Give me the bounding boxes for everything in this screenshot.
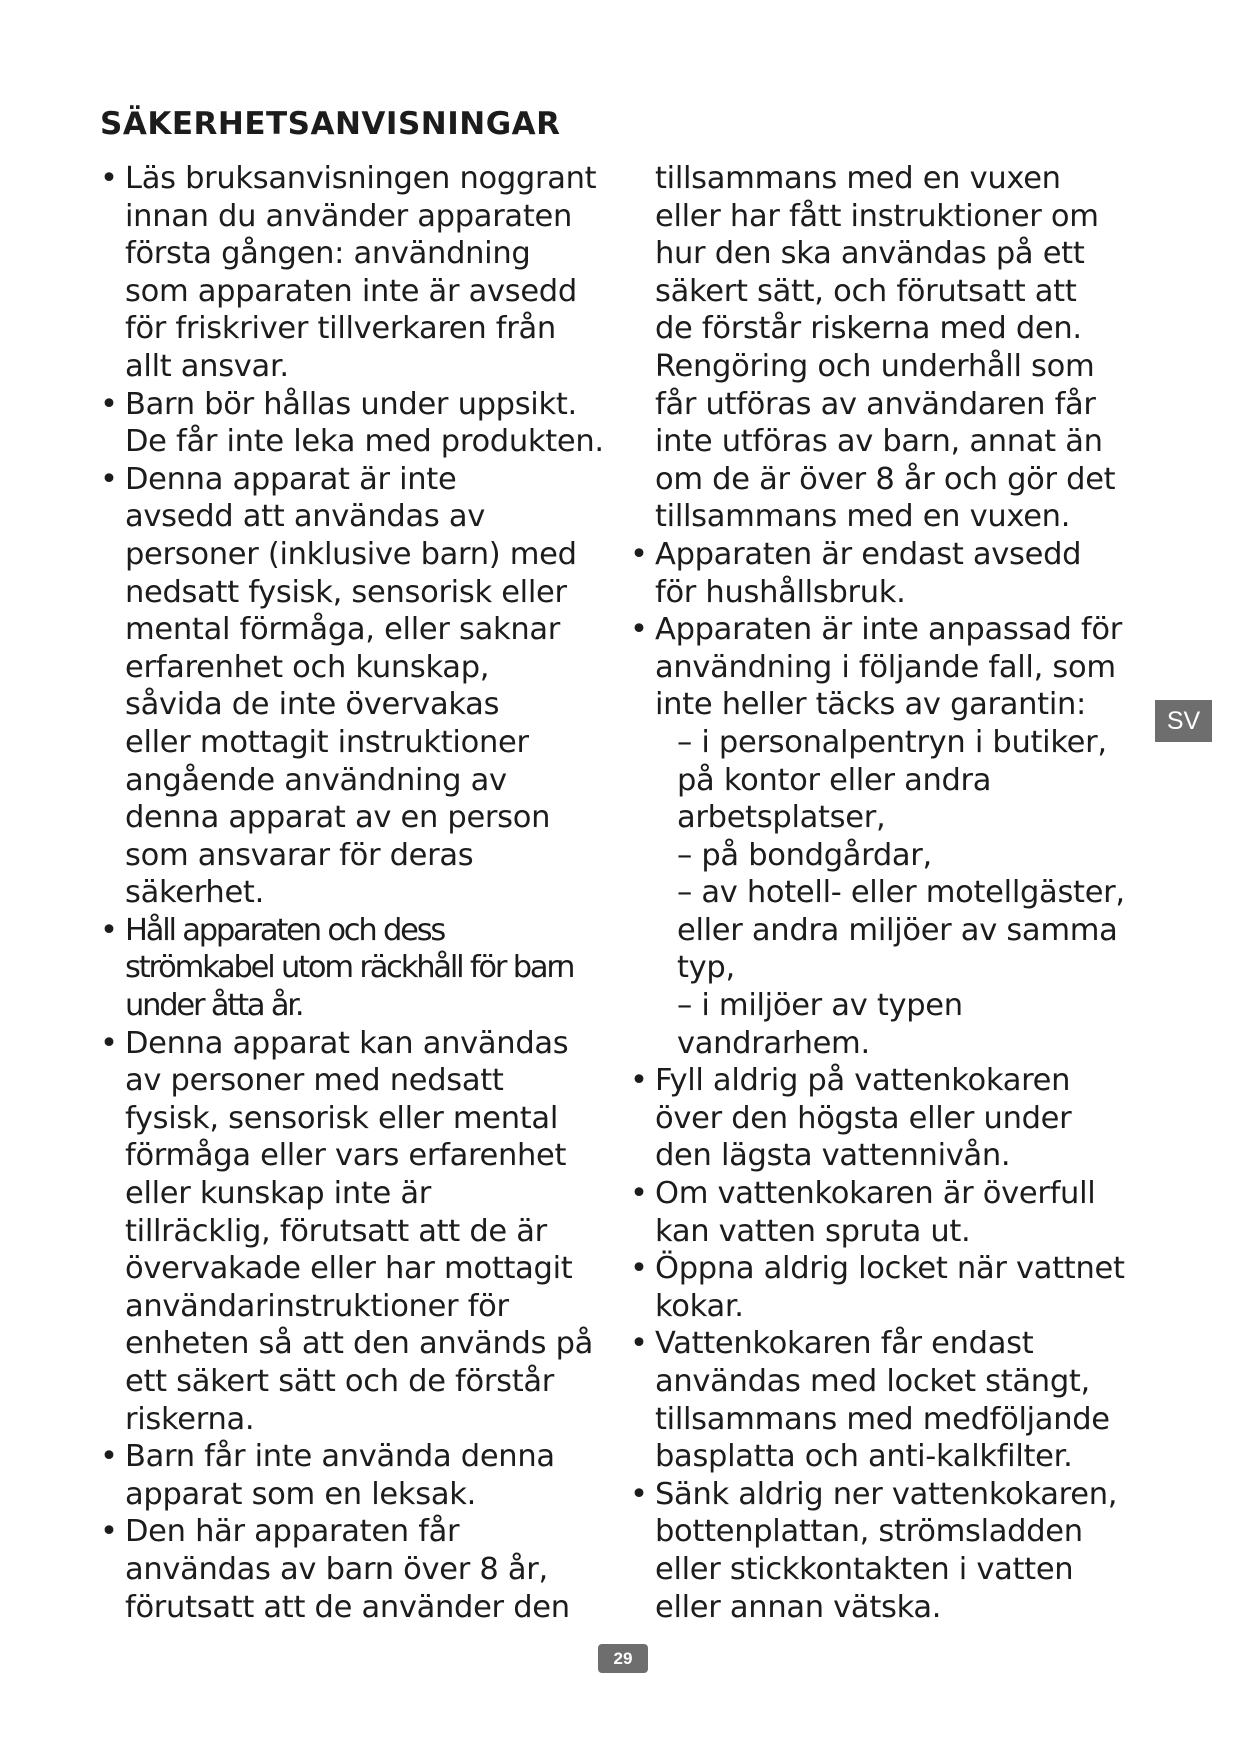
text-line: för hushållsbruk.: [655, 574, 906, 610]
text-line: bottenplattan, strömsladden: [655, 1514, 1083, 1550]
text-line: såvida de inte övervakas: [125, 687, 500, 723]
text-line: får utföras av användaren får: [655, 386, 1096, 422]
line-text: Läs bruksanvisningen noggrant: [125, 161, 597, 196]
line-text: Barn bör hållas under uppsikt.: [125, 386, 577, 422]
bullet-icon: •: [630, 1326, 648, 1362]
bullet-icon: •: [100, 1439, 118, 1475]
text-line: eller har fått instruktioner om: [655, 198, 1099, 234]
text-line: innan du använder apparaten: [125, 198, 572, 234]
text-line: tillräcklig, förutsatt att de är: [125, 1213, 547, 1249]
text-line: mental förmåga, eller saknar: [125, 612, 560, 648]
bullet-line: [630, 1062, 1150, 1100]
text-line: om de är över 8 år och gör det: [655, 461, 1116, 497]
text-line: eller stickkontakten i vatten: [655, 1551, 1074, 1587]
text-line: den lägsta vattennivån.: [655, 1138, 1011, 1174]
text-line: inte heller täcks av garantin:: [655, 687, 1087, 723]
bullet-icon: •: [630, 1176, 648, 1212]
text-line: säkert sätt, och förutsatt att: [655, 273, 1077, 309]
text-line: eller annan vätska.: [655, 1589, 942, 1625]
text-line: tillsammans med medföljande: [655, 1401, 1110, 1437]
text-line: fysisk, sensorisk eller mental: [125, 1100, 558, 1136]
sub-item-line: – på bondgårdar,: [677, 837, 932, 873]
text-line: av personer med nedsatt: [125, 1063, 504, 1099]
text-line: de förstår riskerna med den.: [655, 311, 1082, 347]
bullet-icon: •: [100, 386, 118, 422]
text-line: första gången: användning: [125, 236, 531, 272]
sub-item-line: eller andra miljöer av samma: [677, 912, 1118, 948]
text-line: nedsatt fysisk, sensorisk eller: [125, 574, 567, 610]
sub-item-line: vandrarhem.: [677, 1025, 870, 1061]
bullet-icon: •: [100, 912, 116, 948]
text-line: De får inte leka med produkten.: [125, 424, 604, 460]
line-text: Barn får inte använda denna: [125, 1439, 555, 1475]
text-line: angående användning av: [125, 762, 507, 798]
line-text: Öppna aldrig locket när vattnet: [655, 1251, 1125, 1287]
text-line: kokar.: [655, 1288, 744, 1324]
text-line: eller mottagit instruktioner: [125, 724, 529, 760]
text-line: allt ansvar.: [125, 348, 289, 384]
text-line: denna apparat av en person: [125, 800, 551, 836]
bullet-icon: •: [100, 161, 118, 196]
bullet-line: [630, 536, 1150, 574]
text-line: enheten så att den används på: [125, 1326, 594, 1362]
sub-item-line: – i miljöer av typen: [677, 988, 963, 1024]
text-line: personer (inklusive barn) med: [125, 536, 577, 572]
line-text: Apparaten är inte anpassad för: [655, 612, 1122, 648]
bullet-line: [630, 1175, 1150, 1213]
line-text: Håll apparaten och dess: [125, 912, 445, 948]
bullet-icon: •: [630, 536, 648, 572]
text-line: övervakade eller har mottagit: [125, 1251, 573, 1287]
bullet-line: [100, 912, 630, 950]
text-line: under åtta år.: [125, 988, 303, 1024]
text-line: förmåga eller vars erfarenhet: [125, 1138, 567, 1174]
page-title: SÄKERHETSANVISNINGAR: [100, 106, 561, 142]
text-line: hur den ska användas på ett: [655, 236, 1085, 272]
line-text: Apparaten är endast avsedd: [655, 536, 1082, 572]
bullet-line: [630, 611, 1150, 649]
text-line: användas med locket stängt,: [655, 1364, 1090, 1399]
text-line: förutsatt att de använder den: [125, 1589, 570, 1625]
text-line: tillsammans med en vuxen.: [655, 499, 1071, 535]
bullet-line: [100, 1513, 630, 1551]
bullet-line: [100, 1438, 630, 1476]
line-text: Om vattenkokaren är överfull: [655, 1176, 1096, 1212]
text-line: apparat som en leksak.: [125, 1476, 476, 1512]
bullet-icon: •: [100, 461, 118, 497]
text-line: som ansvarar för deras: [125, 837, 474, 873]
bullet-icon: •: [630, 1063, 648, 1099]
language-tab: SV: [1155, 700, 1212, 742]
text-line: användarinstruktioner för: [125, 1288, 509, 1324]
text-line: tillsammans med en vuxen: [655, 161, 1061, 196]
line-text: Sänk aldrig ner vattenkokaren,: [655, 1476, 1118, 1512]
bullet-line: [630, 1476, 1150, 1514]
text-line: kan vatten spruta ut.: [655, 1213, 971, 1249]
text-line: basplatta och anti-kalkfilter.: [655, 1439, 1073, 1475]
line-text: Denna apparat är inte: [125, 461, 457, 497]
bullet-icon: •: [630, 612, 648, 648]
text-line: för friskriver tillverkaren från: [125, 311, 556, 347]
sub-item-line: typ,: [677, 950, 735, 986]
sub-item-line: på kontor eller andra: [677, 762, 992, 798]
bullet-icon: •: [100, 1025, 118, 1061]
line-text: Denna apparat kan användas: [125, 1025, 569, 1061]
page-number: 29: [598, 1644, 648, 1673]
text-line: riskerna.: [125, 1401, 255, 1437]
bullet-line: [100, 1025, 630, 1063]
text-line: strömkabel utom räckhåll för barn: [125, 950, 574, 986]
text-line: inte utföras av barn, annat än: [655, 424, 1103, 460]
text-line: som apparaten inte är avsedd: [125, 273, 577, 309]
sub-item-line: arbetsplatser,: [677, 800, 886, 836]
bullet-line: [100, 386, 630, 424]
sub-item-line: – i personalpentryn i butiker,: [677, 724, 1107, 760]
text-line: avsedd att användas av: [125, 499, 485, 535]
text-line: Rengöring och underhåll som: [655, 348, 1095, 384]
text-line: över den högsta eller under: [655, 1100, 1072, 1136]
line-text: Den här apparaten får: [125, 1514, 460, 1550]
line-text: Vattenkokaren får endast: [655, 1326, 1034, 1362]
bullet-line: [630, 1250, 1150, 1288]
bullet-line: [100, 160, 630, 198]
bullet-icon: •: [630, 1251, 648, 1287]
text-line: erfarenhet och kunskap,: [125, 649, 490, 685]
right-column: [630, 160, 1150, 1626]
bullet-icon: •: [630, 1476, 648, 1512]
bullet-icon: •: [100, 1514, 118, 1550]
text-line: eller kunskap inte är: [125, 1176, 432, 1212]
left-column: [100, 160, 630, 1626]
bullet-line: [100, 461, 630, 499]
text-line: användning i följande fall, som: [655, 649, 1116, 685]
bullet-line: [630, 1325, 1150, 1363]
line-text: Fyll aldrig på vattenkokaren: [655, 1063, 1071, 1099]
sub-item-line: – av hotell- eller motellgäster,: [677, 875, 1125, 911]
text-line: säkerhet.: [125, 875, 264, 911]
text-line: användas av barn över 8 år,: [125, 1551, 548, 1587]
text-line: ett säkert sätt och de förstår: [125, 1364, 554, 1399]
